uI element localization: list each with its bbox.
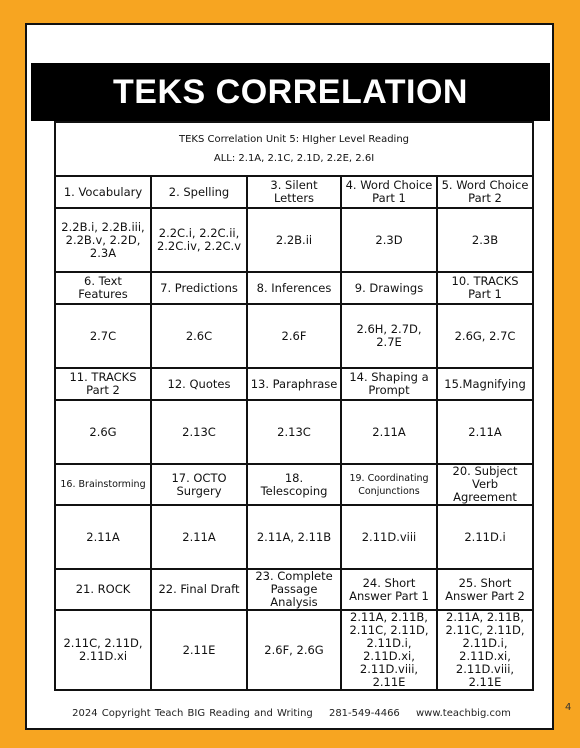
teks-value: 2.6F <box>247 304 341 368</box>
table-row <box>55 569 533 610</box>
lesson-label: 25. Short Answer Part 2 <box>437 569 533 610</box>
lesson-label: 2. Spelling <box>151 176 247 208</box>
lesson-label: 4. Word Choice Part 1 <box>341 176 437 208</box>
teks-value: 2.3B <box>437 208 533 272</box>
teks-value: 2.11A <box>341 400 437 464</box>
page-number: 4 <box>565 702 572 713</box>
page-title: TEKS CORRELATION <box>31 63 550 121</box>
lesson-label: 21. ROCK <box>55 569 151 610</box>
lesson-label: 18. Telescoping <box>247 464 341 505</box>
lesson-label: 20. Subject Verb Agreement <box>437 464 533 505</box>
table-row <box>55 464 533 505</box>
teks-value: 2.2B.ii <box>247 208 341 272</box>
teks-value: 2.2B.i, 2.2B.iii, 2.2B.v, 2.2D, 2.3A <box>55 208 151 272</box>
teks-value: 2.11D.viii <box>341 505 437 569</box>
teks-value: 2.6F, 2.6G <box>247 610 341 690</box>
table-row <box>55 368 533 400</box>
lesson-label: 24. Short Answer Part 1 <box>341 569 437 610</box>
lesson-label: 10. TRACKS Part 1 <box>437 272 533 304</box>
teks-value: 2.13C <box>151 400 247 464</box>
lesson-label: 19. Coordinating Conjunctions <box>341 464 437 505</box>
teks-value: 2.2C.i, 2.2C.ii, 2.2C.iv, 2.2C.v <box>151 208 247 272</box>
table-header-title: TEKS Correlation Unit 5: HIgher Level Reading <box>178 134 410 145</box>
lesson-label: 3. Silent Letters <box>247 176 341 208</box>
lesson-label: 6. Text Features <box>55 272 151 304</box>
table-header-all: ALL: 2.1A, 2.1C, 2.1D, 2.2E, 2.6I <box>213 153 375 164</box>
lesson-label: 8. Inferences <box>247 272 341 304</box>
lesson-label: 7. Predictions <box>151 272 247 304</box>
lesson-label: 16. Brainstorming <box>55 464 151 505</box>
table-header <box>55 122 533 176</box>
table-row <box>55 505 533 569</box>
table-row <box>55 610 533 690</box>
footer-phone: 281-549-4466 <box>328 708 400 719</box>
teks-value: 2.11A, 2.11B, 2.11C, 2.11D, 2.11D.i, 2.11D.xi, 2.11D.viii, 2.11E <box>437 610 533 690</box>
teks-value: 2.13C <box>247 400 341 464</box>
teks-table <box>54 121 534 691</box>
teks-value: 2.6G <box>55 400 151 464</box>
lesson-label: 11. TRACKS Part 2 <box>55 368 151 400</box>
table-row <box>55 304 533 368</box>
table-row <box>55 400 533 464</box>
footer-copyright: 2024 Copyright Teach BIG Reading and Writing <box>72 708 313 719</box>
teks-value: 2.11D.i <box>437 505 533 569</box>
teks-value: 2.11A <box>437 400 533 464</box>
lesson-label: 5. Word Choice Part 2 <box>437 176 533 208</box>
teks-value: 2.11A <box>151 505 247 569</box>
lesson-label: 22. Final Draft <box>151 569 247 610</box>
table-row <box>55 208 533 272</box>
teks-value: 2.7C <box>55 304 151 368</box>
table-row <box>55 176 533 208</box>
table-row <box>55 272 533 304</box>
teks-value: 2.11C, 2.11D, 2.11D.xi <box>55 610 151 690</box>
lesson-label: 15.Magnifying <box>437 368 533 400</box>
teks-value: 2.6G, 2.7C <box>437 304 533 368</box>
page-footer <box>27 708 556 719</box>
teks-value: 2.11A <box>55 505 151 569</box>
lesson-label: 9. Drawings <box>341 272 437 304</box>
page-sheet <box>25 23 554 730</box>
teks-value: 2.6H, 2.7D, 2.7E <box>341 304 437 368</box>
footer-website[interactable]: www.teachbig.com <box>415 708 511 719</box>
teks-value: 2.11A, 2.11B <box>247 505 341 569</box>
lesson-label: 13. Paraphrase <box>247 368 341 400</box>
lesson-label: 14. Shaping a Prompt <box>341 368 437 400</box>
teks-value: 2.3D <box>341 208 437 272</box>
lesson-label: 17. OCTO Surgery <box>151 464 247 505</box>
lesson-label: 1. Vocabulary <box>55 176 151 208</box>
teks-value: 2.11A, 2.11B, 2.11C, 2.11D, 2.11D.i, 2.11D.xi, 2.11D.viii, 2.11E <box>341 610 437 690</box>
lesson-label: 23. Complete Passage Analysis <box>247 569 341 610</box>
teks-value: 2.6C <box>151 304 247 368</box>
lesson-label: 12. Quotes <box>151 368 247 400</box>
teks-value: 2.11E <box>151 610 247 690</box>
